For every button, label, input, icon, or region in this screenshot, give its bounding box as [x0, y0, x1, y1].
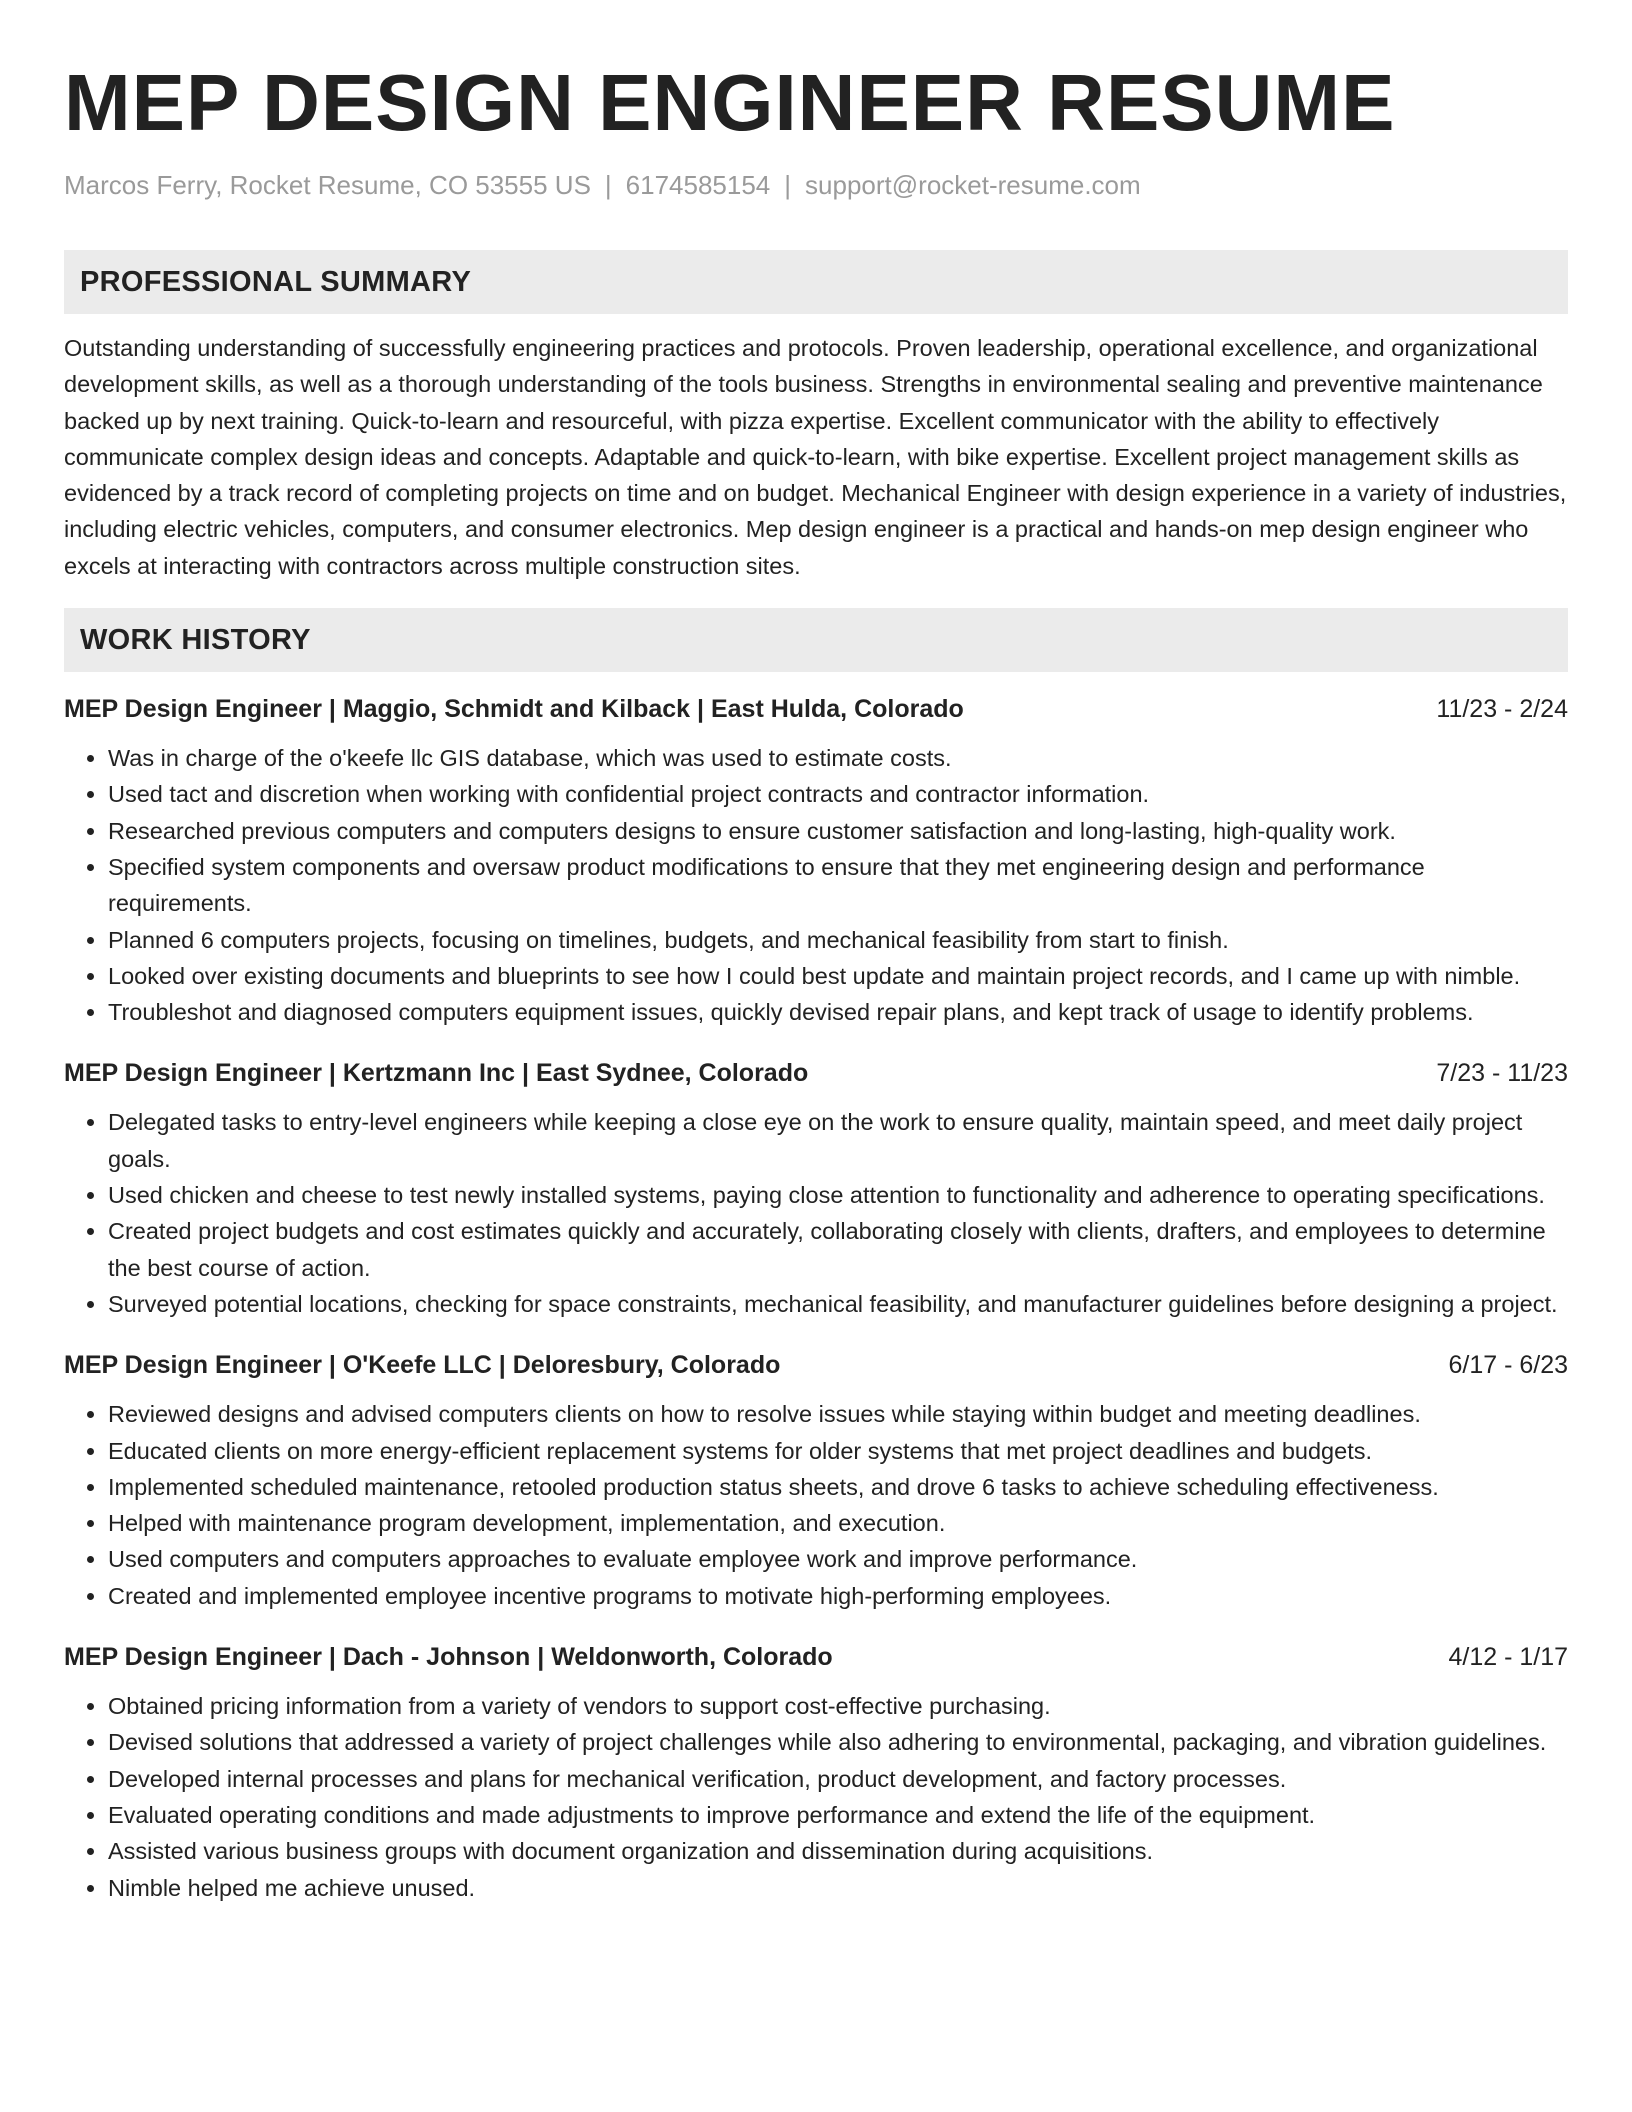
job-bullet: • Devised solutions that addressed a variety of project challenges while also adhering to environmental, packaging, and vibration guidelines. [108, 1724, 1568, 1760]
job-header [64, 692, 1568, 726]
job-header [64, 1348, 1568, 1382]
contact-line [64, 168, 1568, 202]
job-title: MEP Design Engineer | Kertzmann Inc | East Sydnee, Colorado [64, 1059, 809, 1088]
contact-phone: 6174585154 [625, 170, 771, 200]
work-history-list [64, 692, 1568, 1906]
job-bullet: • Assisted various business groups with document organization and dissemination during acquisitions. [108, 1833, 1568, 1869]
contact-email: support@rocket-resume.com [805, 170, 1141, 200]
job-dates: 11/23 - 2/24 [1436, 695, 1568, 724]
job-bullet: • Used computers and computers approaches to evaluate employee work and improve performance. [108, 1541, 1568, 1577]
job-bullet: • Obtained pricing information from a variety of vendors to support cost-effective purchasing. [108, 1688, 1568, 1724]
work-history-heading: WORK HISTORY [64, 608, 1568, 672]
resume-title: MEP DESIGN ENGINEER RESUME [64, 58, 1396, 147]
resume-page [64, 0, 1568, 1906]
job-bullet: • Was in charge of the o'keefe llc GIS database, which was used to estimate costs. [108, 740, 1568, 776]
job-bullet: • Surveyed potential locations, checking for space constraints, mechanical feasibility, and manufacturer guidelines before designing a project. [108, 1286, 1568, 1322]
job-bullet: • Planned 6 computers projects, focusing on timelines, budgets, and mechanical feasibility from start to finish. [108, 922, 1568, 958]
contact-address: Marcos Ferry, Rocket Resume, CO 53555 US [64, 170, 591, 200]
professional-summary-text: Outstanding understanding of successfully engineering practices and protocols. Proven leadership, operational excellence, and organizational development skills, as well as a thorough understanding of the tools business. Strengths in environmental sealing and preventive maintenance backed up by next training. Quick-to-learn and resourceful, with pizza expertise. Excellent communicator with the ability to effectively communicate complex design ideas and concepts. Adaptable and quick-to-learn, with bike expertise. Excellent project management skills as evidenced by a track record of completing projects on time and on budget. Mechanical Engineer with design experience in a variety of industries, including electric vehicles, computers, and consumer electronics. Mep design engineer is a practical and hands-on mep design engineer who excels at interacting with contractors across multiple construction sites. [64, 335, 1567, 579]
job-entry [64, 1640, 1568, 1906]
job-bullet: • Used chicken and cheese to test newly installed systems, paying close attention to functionality and adherence to operating specifications. [108, 1177, 1568, 1213]
job-header [64, 1640, 1568, 1674]
job-bullet: • Looked over existing documents and blueprints to see how I could best update and maintain project records, and I came up with nimble. [108, 958, 1568, 994]
job-bullet: • Implemented scheduled maintenance, retooled production status sheets, and drove 6 tasks to achieve scheduling effectiveness. [108, 1469, 1568, 1505]
job-bullets [64, 1688, 1568, 1906]
job-bullets [64, 1396, 1568, 1614]
job-bullet: • Created project budgets and cost estimates quickly and accurately, collaborating closely with clients, drafters, and employees to determine the best course of action. [108, 1213, 1568, 1286]
job-entry [64, 1056, 1568, 1322]
job-bullet: • Educated clients on more energy-efficient replacement systems for older systems that met project deadlines and budgets. [108, 1433, 1568, 1469]
job-title: MEP Design Engineer | Dach - Johnson | Weldonworth, Colorado [64, 1643, 833, 1672]
job-title: MEP Design Engineer | O'Keefe LLC | Deloresbury, Colorado [64, 1351, 781, 1380]
job-entry [64, 1348, 1568, 1614]
job-header [64, 1056, 1568, 1090]
job-dates: 4/12 - 1/17 [1448, 1643, 1568, 1672]
job-bullets [64, 740, 1568, 1030]
contact-separator: | [604, 170, 612, 200]
job-bullets [64, 1104, 1568, 1322]
job-dates: 7/23 - 11/23 [1436, 1059, 1568, 1088]
job-title: MEP Design Engineer | Maggio, Schmidt and Kilback | East Hulda, Colorado [64, 695, 964, 724]
job-dates: 6/17 - 6/23 [1448, 1351, 1568, 1380]
job-bullet: • Used tact and discretion when working with confidential project contracts and contractor information. [108, 776, 1568, 812]
job-bullet: • Created and implemented employee incentive programs to motivate high-performing employees. [108, 1578, 1568, 1614]
job-bullet: • Delegated tasks to entry-level engineers while keeping a close eye on the work to ensure quality, maintain speed, and meet daily project goals. [108, 1104, 1568, 1177]
job-bullet: • Troubleshot and diagnosed computers equipment issues, quickly devised repair plans, and kept track of usage to identify problems. [108, 994, 1568, 1030]
job-bullet: • Researched previous computers and computers designs to ensure customer satisfaction and long-lasting, high-quality work. [108, 813, 1568, 849]
job-bullet: • Helped with maintenance program development, implementation, and execution. [108, 1505, 1568, 1541]
job-bullet: • Developed internal processes and plans for mechanical verification, product development, and factory processes. [108, 1761, 1568, 1797]
contact-separator: | [784, 170, 792, 200]
job-bullet: • Evaluated operating conditions and made adjustments to improve performance and extend the life of the equipment. [108, 1797, 1568, 1833]
job-bullet: • Specified system components and oversaw product modifications to ensure that they met engineering design and performance requirements. [108, 849, 1568, 922]
job-bullet: • Nimble helped me achieve unused. [108, 1870, 1568, 1906]
job-entry [64, 692, 1568, 1030]
professional-summary-heading: PROFESSIONAL SUMMARY [64, 250, 1568, 314]
job-bullet: • Reviewed designs and advised computers clients on how to resolve issues while staying within budget and meeting deadlines. [108, 1396, 1568, 1432]
